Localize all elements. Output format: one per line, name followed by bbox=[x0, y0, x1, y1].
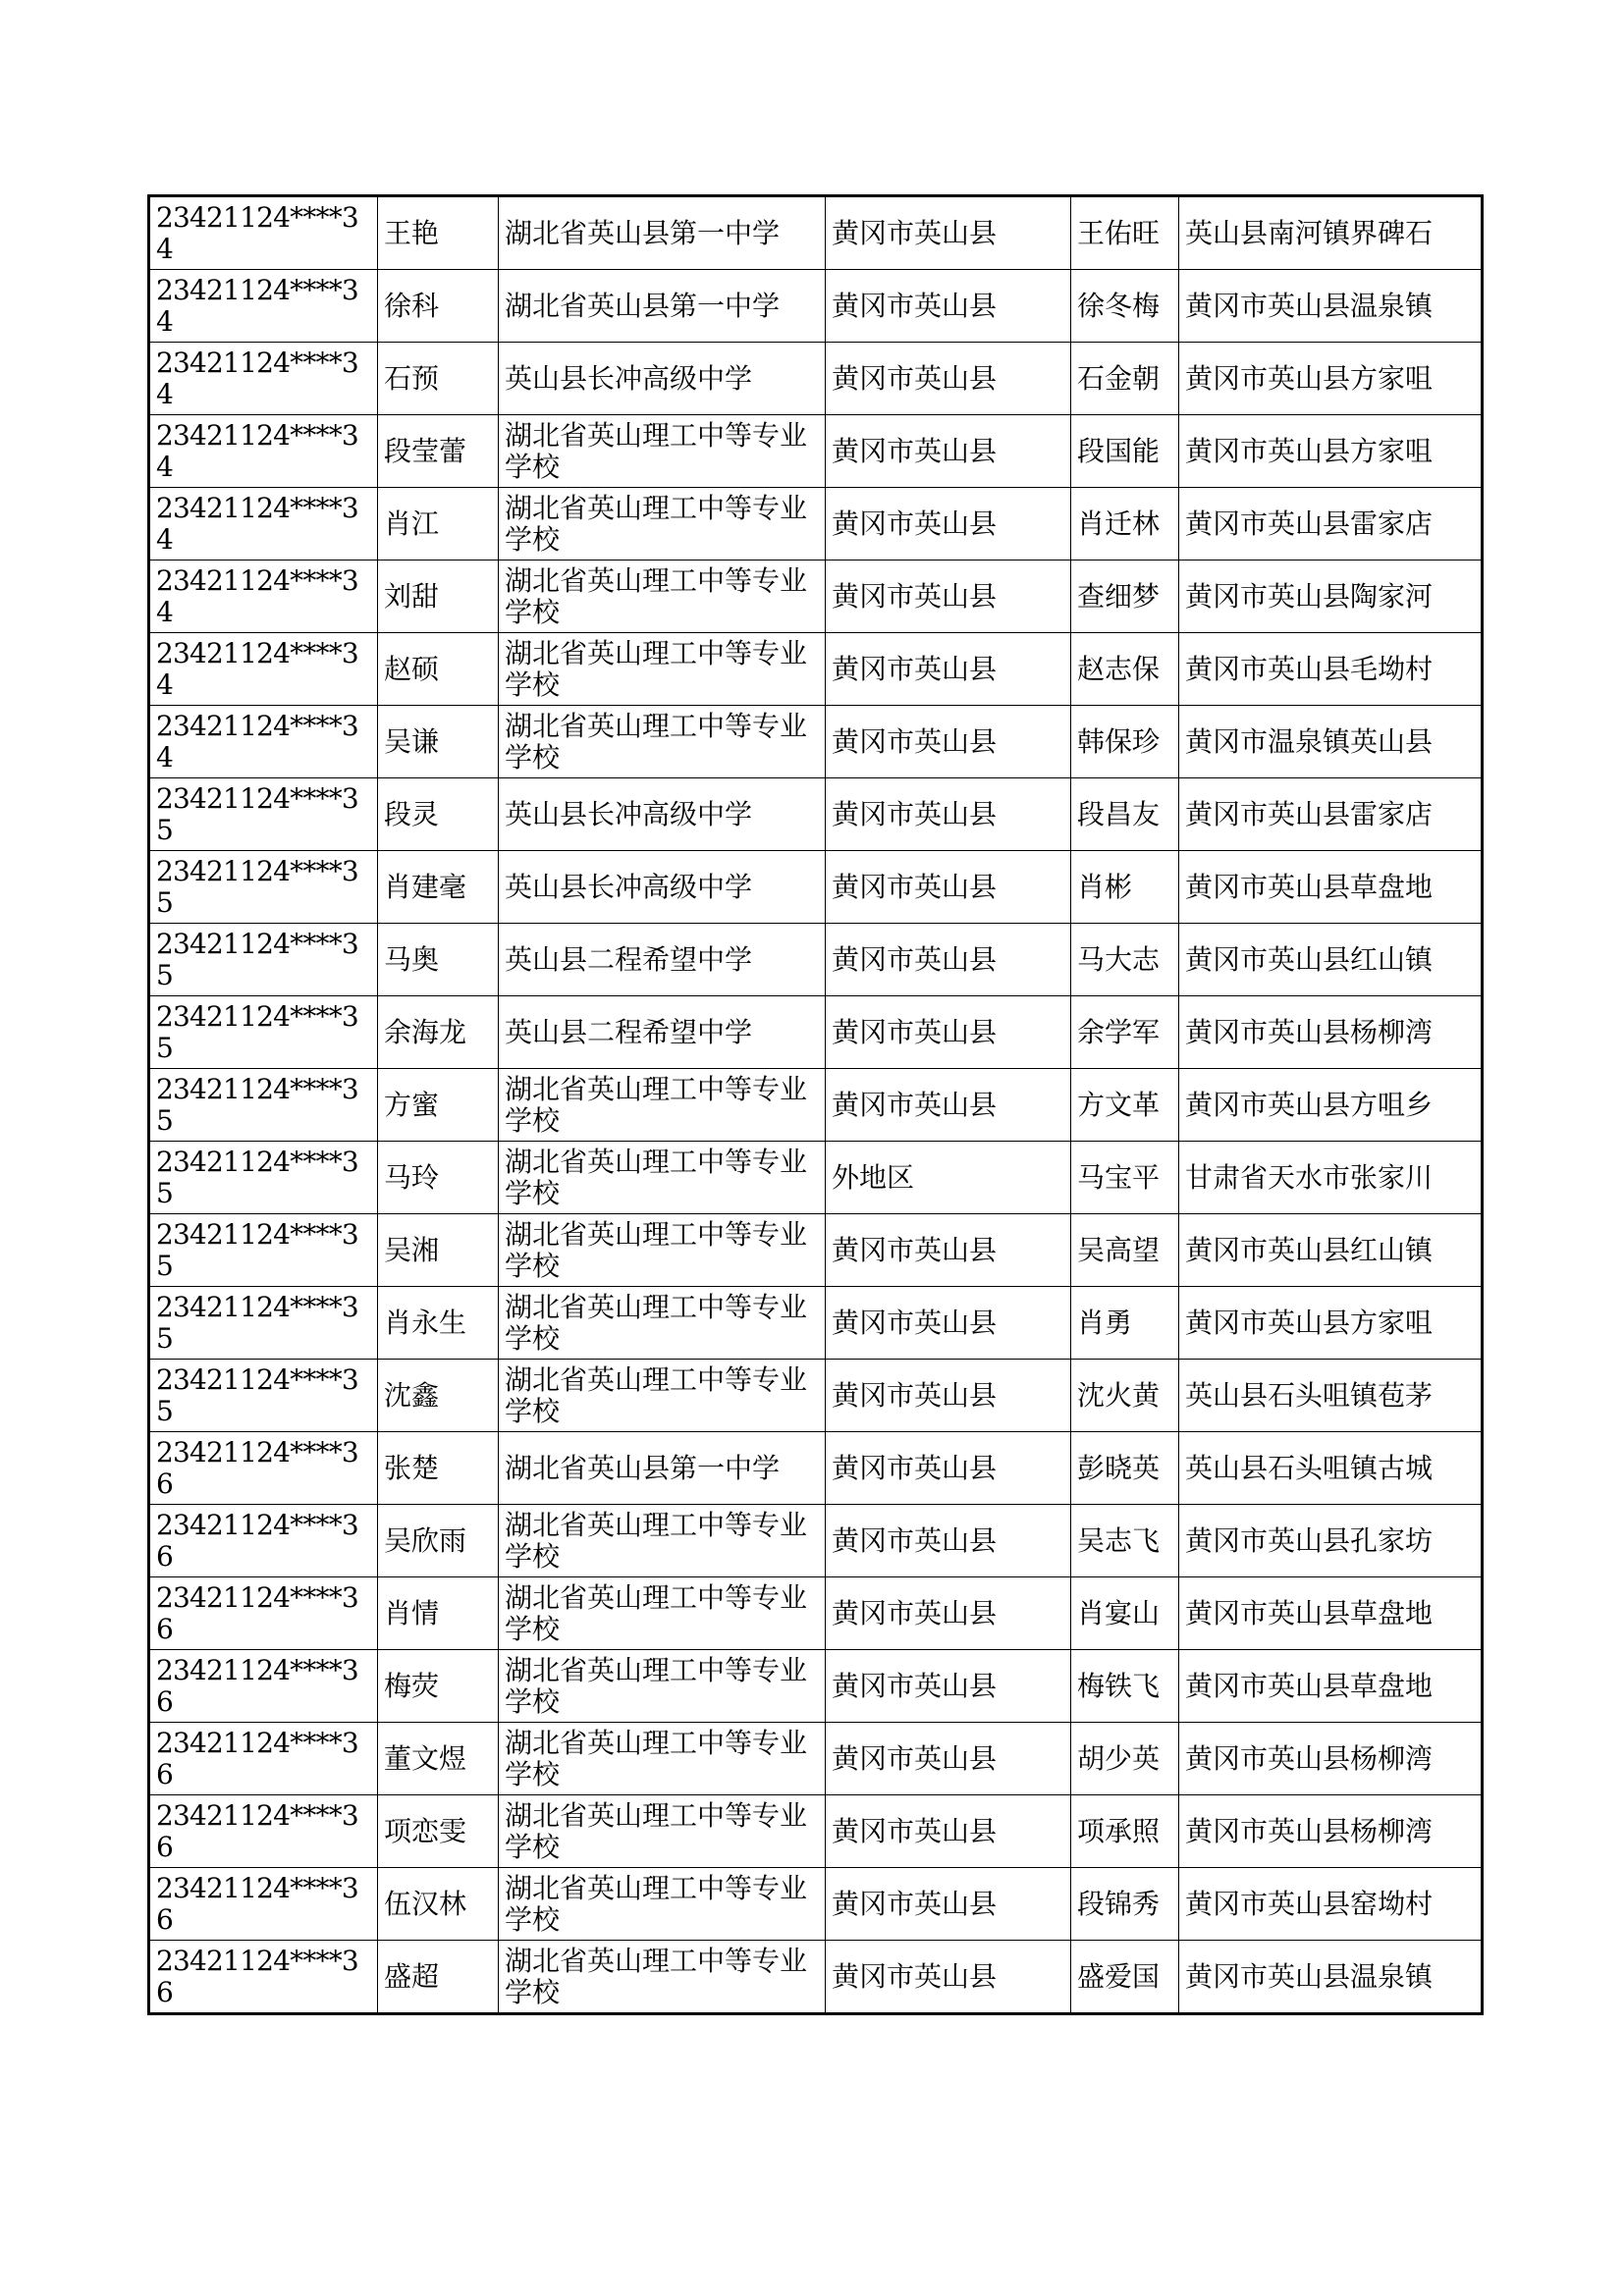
cell-school: 湖北省英山理工中等专业学校 bbox=[499, 1142, 826, 1214]
table-row bbox=[149, 633, 1483, 706]
cell-address: 黄冈市英山县孔家坊 bbox=[1179, 1505, 1483, 1577]
cell-guardian-name: 徐冬梅 bbox=[1071, 270, 1179, 343]
table-row bbox=[149, 924, 1483, 996]
cell-id-number: 23421124****36 bbox=[149, 1650, 378, 1723]
table-row bbox=[149, 415, 1483, 488]
table-row bbox=[149, 270, 1483, 343]
cell-id-number: 23421124****34 bbox=[149, 633, 378, 706]
cell-region: 外地区 bbox=[826, 1142, 1071, 1214]
cell-student-name: 张楚 bbox=[378, 1432, 499, 1505]
cell-address: 英山县南河镇界碑石 bbox=[1179, 196, 1483, 270]
cell-school: 英山县长冲高级中学 bbox=[499, 778, 826, 851]
cell-region: 黄冈市英山县 bbox=[826, 1287, 1071, 1360]
cell-student-name: 马奥 bbox=[378, 924, 499, 996]
cell-address: 黄冈市英山县毛坳村 bbox=[1179, 633, 1483, 706]
table-row bbox=[149, 851, 1483, 924]
cell-id-number: 23421124****36 bbox=[149, 1577, 378, 1650]
cell-id-number: 23421124****35 bbox=[149, 1287, 378, 1360]
cell-region: 黄冈市英山县 bbox=[826, 1214, 1071, 1287]
cell-school: 湖北省英山理工中等专业学校 bbox=[499, 1941, 826, 2014]
cell-id-number: 23421124****36 bbox=[149, 1941, 378, 2014]
cell-school: 英山县长冲高级中学 bbox=[499, 343, 826, 415]
cell-id-number: 23421124****36 bbox=[149, 1432, 378, 1505]
cell-school: 湖北省英山理工中等专业学校 bbox=[499, 1868, 826, 1941]
cell-address: 黄冈市英山县陶家河 bbox=[1179, 561, 1483, 633]
cell-region: 黄冈市英山县 bbox=[826, 488, 1071, 561]
cell-guardian-name: 石金朝 bbox=[1071, 343, 1179, 415]
cell-address: 黄冈市英山县草盘地 bbox=[1179, 851, 1483, 924]
cell-region: 黄冈市英山县 bbox=[826, 1650, 1071, 1723]
cell-guardian-name: 项承照 bbox=[1071, 1795, 1179, 1868]
cell-region: 黄冈市英山县 bbox=[826, 1723, 1071, 1795]
cell-guardian-name: 肖彬 bbox=[1071, 851, 1179, 924]
cell-guardian-name: 马宝平 bbox=[1071, 1142, 1179, 1214]
cell-student-name: 梅荧 bbox=[378, 1650, 499, 1723]
cell-school: 湖北省英山理工中等专业学校 bbox=[499, 1505, 826, 1577]
cell-region: 黄冈市英山县 bbox=[826, 1795, 1071, 1868]
cell-region: 黄冈市英山县 bbox=[826, 996, 1071, 1069]
cell-id-number: 23421124****36 bbox=[149, 1505, 378, 1577]
cell-address: 黄冈市英山县方家咀 bbox=[1179, 1287, 1483, 1360]
table-row bbox=[149, 1287, 1483, 1360]
cell-student-name: 石预 bbox=[378, 343, 499, 415]
cell-address: 黄冈市温泉镇英山县 bbox=[1179, 706, 1483, 778]
cell-id-number: 23421124****34 bbox=[149, 270, 378, 343]
cell-student-name: 伍汉林 bbox=[378, 1868, 499, 1941]
table-row bbox=[149, 1432, 1483, 1505]
cell-address: 英山县石头咀镇苞茅 bbox=[1179, 1360, 1483, 1432]
cell-guardian-name: 沈火黄 bbox=[1071, 1360, 1179, 1432]
cell-region: 黄冈市英山县 bbox=[826, 1069, 1071, 1142]
cell-school: 湖北省英山县第一中学 bbox=[499, 1432, 826, 1505]
cell-address: 黄冈市英山县草盘地 bbox=[1179, 1577, 1483, 1650]
cell-student-name: 沈鑫 bbox=[378, 1360, 499, 1432]
cell-address: 英山县石头咀镇古城 bbox=[1179, 1432, 1483, 1505]
table-body bbox=[149, 196, 1483, 2014]
cell-address: 黄冈市英山县杨柳湾 bbox=[1179, 996, 1483, 1069]
cell-school: 湖北省英山理工中等专业学校 bbox=[499, 1723, 826, 1795]
table-row bbox=[149, 343, 1483, 415]
cell-guardian-name: 梅铁飞 bbox=[1071, 1650, 1179, 1723]
cell-address: 黄冈市英山县方家咀 bbox=[1179, 415, 1483, 488]
cell-address: 黄冈市英山县方家咀 bbox=[1179, 343, 1483, 415]
cell-id-number: 23421124****34 bbox=[149, 415, 378, 488]
cell-region: 黄冈市英山县 bbox=[826, 851, 1071, 924]
cell-school: 湖北省英山理工中等专业学校 bbox=[499, 561, 826, 633]
table-row bbox=[149, 561, 1483, 633]
cell-school: 英山县二程希望中学 bbox=[499, 996, 826, 1069]
cell-region: 黄冈市英山县 bbox=[826, 1360, 1071, 1432]
cell-address: 黄冈市英山县雷家店 bbox=[1179, 778, 1483, 851]
cell-school: 湖北省英山理工中等专业学校 bbox=[499, 633, 826, 706]
cell-student-name: 余海龙 bbox=[378, 996, 499, 1069]
table-row bbox=[149, 1577, 1483, 1650]
table-row bbox=[149, 1360, 1483, 1432]
cell-region: 黄冈市英山县 bbox=[826, 196, 1071, 270]
cell-school: 湖北省英山理工中等专业学校 bbox=[499, 1360, 826, 1432]
table-row bbox=[149, 196, 1483, 270]
cell-guardian-name: 查细梦 bbox=[1071, 561, 1179, 633]
cell-student-name: 吴欣雨 bbox=[378, 1505, 499, 1577]
cell-guardian-name: 吴志飞 bbox=[1071, 1505, 1179, 1577]
cell-id-number: 23421124****35 bbox=[149, 778, 378, 851]
cell-student-name: 马玲 bbox=[378, 1142, 499, 1214]
table-row bbox=[149, 1069, 1483, 1142]
table-row bbox=[149, 488, 1483, 561]
table-row bbox=[149, 1868, 1483, 1941]
cell-address: 黄冈市英山县杨柳湾 bbox=[1179, 1723, 1483, 1795]
cell-student-name: 肖江 bbox=[378, 488, 499, 561]
cell-guardian-name: 胡少英 bbox=[1071, 1723, 1179, 1795]
cell-id-number: 23421124****35 bbox=[149, 1214, 378, 1287]
table-row bbox=[149, 1142, 1483, 1214]
cell-address: 黄冈市英山县杨柳湾 bbox=[1179, 1795, 1483, 1868]
cell-region: 黄冈市英山县 bbox=[826, 343, 1071, 415]
cell-school: 英山县长冲高级中学 bbox=[499, 851, 826, 924]
cell-id-number: 23421124****36 bbox=[149, 1723, 378, 1795]
cell-student-name: 王艳 bbox=[378, 196, 499, 270]
cell-id-number: 23421124****34 bbox=[149, 706, 378, 778]
cell-id-number: 23421124****36 bbox=[149, 1868, 378, 1941]
cell-guardian-name: 方文革 bbox=[1071, 1069, 1179, 1142]
cell-id-number: 23421124****35 bbox=[149, 924, 378, 996]
cell-school: 湖北省英山理工中等专业学校 bbox=[499, 706, 826, 778]
cell-student-name: 项恋雯 bbox=[378, 1795, 499, 1868]
cell-region: 黄冈市英山县 bbox=[826, 1941, 1071, 2014]
cell-guardian-name: 王佑旺 bbox=[1071, 196, 1179, 270]
table-row bbox=[149, 1941, 1483, 2014]
cell-region: 黄冈市英山县 bbox=[826, 706, 1071, 778]
cell-address: 黄冈市英山县温泉镇 bbox=[1179, 1941, 1483, 2014]
cell-student-name: 吴湘 bbox=[378, 1214, 499, 1287]
table-row bbox=[149, 996, 1483, 1069]
cell-student-name: 刘甜 bbox=[378, 561, 499, 633]
document-page bbox=[147, 194, 1481, 2015]
cell-student-name: 方蜜 bbox=[378, 1069, 499, 1142]
cell-student-name: 盛超 bbox=[378, 1941, 499, 2014]
cell-id-number: 23421124****35 bbox=[149, 996, 378, 1069]
cell-student-name: 肖建毫 bbox=[378, 851, 499, 924]
cell-address: 黄冈市英山县红山镇 bbox=[1179, 924, 1483, 996]
cell-id-number: 23421124****34 bbox=[149, 488, 378, 561]
cell-address: 黄冈市英山县雷家店 bbox=[1179, 488, 1483, 561]
cell-id-number: 23421124****36 bbox=[149, 1795, 378, 1868]
cell-student-name: 赵硕 bbox=[378, 633, 499, 706]
cell-student-name: 肖情 bbox=[378, 1577, 499, 1650]
cell-id-number: 23421124****35 bbox=[149, 1360, 378, 1432]
cell-school: 英山县二程希望中学 bbox=[499, 924, 826, 996]
cell-school: 湖北省英山理工中等专业学校 bbox=[499, 1577, 826, 1650]
cell-region: 黄冈市英山县 bbox=[826, 1432, 1071, 1505]
cell-region: 黄冈市英山县 bbox=[826, 778, 1071, 851]
cell-guardian-name: 赵志保 bbox=[1071, 633, 1179, 706]
cell-student-name: 董文煜 bbox=[378, 1723, 499, 1795]
cell-student-name: 徐科 bbox=[378, 270, 499, 343]
cell-guardian-name: 段国能 bbox=[1071, 415, 1179, 488]
cell-id-number: 23421124****35 bbox=[149, 851, 378, 924]
cell-school: 湖北省英山县第一中学 bbox=[499, 196, 826, 270]
cell-school: 湖北省英山理工中等专业学校 bbox=[499, 1214, 826, 1287]
cell-region: 黄冈市英山县 bbox=[826, 561, 1071, 633]
cell-student-name: 段灵 bbox=[378, 778, 499, 851]
table-row bbox=[149, 1650, 1483, 1723]
cell-student-name: 肖永生 bbox=[378, 1287, 499, 1360]
cell-guardian-name: 段锦秀 bbox=[1071, 1868, 1179, 1941]
table-row bbox=[149, 1795, 1483, 1868]
cell-guardian-name: 韩保珍 bbox=[1071, 706, 1179, 778]
cell-address: 甘肃省天水市张家川 bbox=[1179, 1142, 1483, 1214]
cell-id-number: 23421124****34 bbox=[149, 343, 378, 415]
cell-school: 湖北省英山理工中等专业学校 bbox=[499, 1069, 826, 1142]
table-row bbox=[149, 1723, 1483, 1795]
cell-id-number: 23421124****34 bbox=[149, 196, 378, 270]
cell-address: 黄冈市英山县方咀乡 bbox=[1179, 1069, 1483, 1142]
cell-guardian-name: 盛爱国 bbox=[1071, 1941, 1179, 2014]
cell-school: 湖北省英山理工中等专业学校 bbox=[499, 415, 826, 488]
cell-id-number: 23421124****35 bbox=[149, 1069, 378, 1142]
cell-address: 黄冈市英山县窑坳村 bbox=[1179, 1868, 1483, 1941]
cell-student-name: 吴谦 bbox=[378, 706, 499, 778]
cell-student-name: 段莹蕾 bbox=[378, 415, 499, 488]
cell-guardian-name: 余学军 bbox=[1071, 996, 1179, 1069]
cell-address: 黄冈市英山县红山镇 bbox=[1179, 1214, 1483, 1287]
cell-region: 黄冈市英山县 bbox=[826, 1868, 1071, 1941]
cell-region: 黄冈市英山县 bbox=[826, 633, 1071, 706]
cell-region: 黄冈市英山县 bbox=[826, 1505, 1071, 1577]
cell-id-number: 23421124****35 bbox=[149, 1142, 378, 1214]
cell-school: 湖北省英山理工中等专业学校 bbox=[499, 1650, 826, 1723]
cell-guardian-name: 彭晓英 bbox=[1071, 1432, 1179, 1505]
cell-region: 黄冈市英山县 bbox=[826, 415, 1071, 488]
cell-address: 黄冈市英山县温泉镇 bbox=[1179, 270, 1483, 343]
table-row bbox=[149, 1505, 1483, 1577]
cell-guardian-name: 肖宴山 bbox=[1071, 1577, 1179, 1650]
cell-school: 湖北省英山理工中等专业学校 bbox=[499, 488, 826, 561]
cell-guardian-name: 吴高望 bbox=[1071, 1214, 1179, 1287]
cell-guardian-name: 马大志 bbox=[1071, 924, 1179, 996]
table-row bbox=[149, 778, 1483, 851]
records-table bbox=[147, 194, 1484, 2015]
cell-region: 黄冈市英山县 bbox=[826, 270, 1071, 343]
cell-guardian-name: 段昌友 bbox=[1071, 778, 1179, 851]
cell-guardian-name: 肖迁林 bbox=[1071, 488, 1179, 561]
cell-guardian-name: 肖勇 bbox=[1071, 1287, 1179, 1360]
cell-school: 湖北省英山理工中等专业学校 bbox=[499, 1287, 826, 1360]
cell-id-number: 23421124****34 bbox=[149, 561, 378, 633]
cell-region: 黄冈市英山县 bbox=[826, 924, 1071, 996]
cell-school: 湖北省英山理工中等专业学校 bbox=[499, 1795, 826, 1868]
table-row bbox=[149, 1214, 1483, 1287]
cell-region: 黄冈市英山县 bbox=[826, 1577, 1071, 1650]
table-row bbox=[149, 706, 1483, 778]
cell-address: 黄冈市英山县草盘地 bbox=[1179, 1650, 1483, 1723]
cell-school: 湖北省英山县第一中学 bbox=[499, 270, 826, 343]
